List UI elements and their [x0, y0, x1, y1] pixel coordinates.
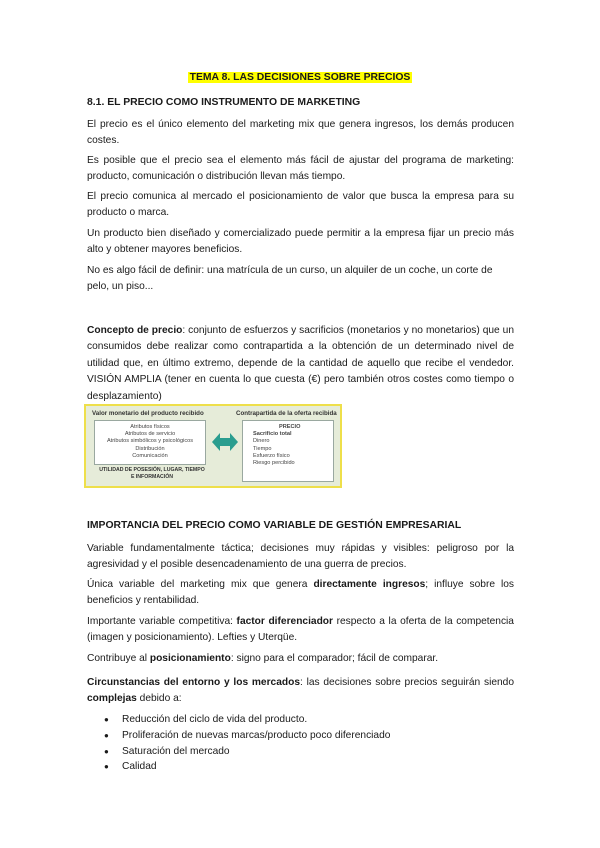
concept-text: : conjunto de esfuerzos y sacrificios (monetarios y no monetarios) que un consumidos debe realizar como contrapartida a la obtención de un determinado nivel de utilidad que, en último extremo, depende de la cantidad de aquello que recibe el vendedor. VISIÓN AMPLIA (tener en cuenta lo que cuesta (€) pero también otros costes como tiempo o desplazamiento): [87, 325, 514, 402]
figure-left-item: Atributos simbólicos y psicológicos: [106, 438, 194, 445]
list-item: ● Calidad: [104, 759, 390, 775]
figure-right-item: Tiempo: [253, 445, 272, 452]
text-run-bold: factor diferenciador: [236, 616, 333, 627]
figure-left-item: Atributos de servicio: [124, 431, 176, 438]
text-run: debido a:: [136, 693, 182, 705]
text-run: : signo para el comparador; fácil de comparar.: [230, 653, 439, 664]
text-run: Contribuye al: [87, 653, 150, 664]
figure-left-header: Valor monetario del producto recibido: [92, 410, 204, 417]
paragraph: [87, 577, 514, 610]
paragraph: El precio comunica al mercado el posicionamiento de valor que busca la empresa para su producto o marca.: [87, 191, 514, 219]
concept-term: Concepto de precio: [87, 325, 183, 336]
paragraph: No es algo fácil de definir: una matrícula de un curso, un alquiler de un coche, un corte de pelo, un piso...: [87, 265, 493, 293]
paragraph: Un producto bien diseñado y comercializado puede permitir a la empresa fijar un precio más alto y obtener mayores beneficios.: [87, 228, 514, 256]
figure-left-box: [94, 420, 206, 465]
figure-right-box: [242, 420, 334, 482]
figure-right-title: PRECIO: [279, 424, 301, 430]
list-item: ● Proliferación de nuevas marcas/producto poco diferenciado: [104, 728, 390, 744]
text-run-bold: complejas: [87, 693, 137, 705]
text-run: Importante variable competitiva:: [87, 616, 237, 627]
paragraph: [87, 675, 514, 708]
figure-right-item: Dinero: [253, 438, 270, 445]
figure-right-subtitle: Sacrificio total: [253, 431, 292, 438]
figure-right-item: Esfuerzo físico: [253, 452, 290, 459]
text-run: respecto a la oferta de la competencia (imagen y posicionamiento). Lefties y Uterqüe.: [87, 616, 514, 644]
figure-left-footer: UTILIDAD DE POSESIÓN, LUGAR, TIEMPO E INFORMACIÓN: [99, 467, 205, 480]
paragraph: El precio es el único elemento del marketing mix que genera ingresos, los demás producen costes.: [87, 119, 514, 147]
text-run-bold: directamente ingresos: [313, 579, 426, 590]
paragraph: [87, 614, 514, 647]
figure-left-item: Comunicación: [132, 452, 168, 459]
figure-right-header: Contrapartida de la oferta recibida: [236, 410, 337, 417]
double-arrow-icon: [212, 430, 238, 454]
text-run: ; influye sobre los beneficios y rentabilidad.: [87, 579, 515, 607]
text-run: : las decisiones sobre precios seguirán siendo: [300, 677, 515, 688]
text-run-bold: Circunstancias del entorno y los mercados: [87, 677, 301, 688]
paragraph: Es posible que el precio sea el elemento más fácil de ajustar del programa de marketing: producto, comunicación o distribución llevan más tiempo.: [87, 155, 514, 183]
paragraph: Variable fundamentalmente táctica; decisiones muy rápidas y visibles: peligroso por la agresividad y el posible desencadenamiento de una guerra de precios.: [87, 543, 514, 571]
concept-paragraph: [87, 323, 514, 405]
list-item: ● Saturación del mercado: [104, 744, 390, 760]
text-run: Única variable del marketing mix que genera: [87, 579, 314, 590]
bullet-list: [104, 712, 390, 775]
section-heading-2: IMPORTANCIA DEL PRECIO COMO VARIABLE DE GESTIÓN EMPRESARIAL: [87, 520, 462, 531]
paragraph: [87, 651, 514, 667]
page-title: TEMA 8. LAS DECISIONES SOBRE PRECIOS: [189, 72, 411, 83]
list-item: ● Reducción del ciclo de vida del producto.: [104, 712, 390, 728]
price-concept-figure: [84, 404, 342, 488]
figure-left-item: Distribución: [135, 445, 165, 452]
section-heading-1: 8.1. EL PRECIO COMO INSTRUMENTO DE MARKETING: [87, 97, 361, 108]
text-run-bold: posicionamiento: [149, 653, 231, 664]
figure-left-item: Atributos físicos: [130, 424, 170, 430]
figure-right-item: Riesgo percibido: [253, 460, 295, 467]
